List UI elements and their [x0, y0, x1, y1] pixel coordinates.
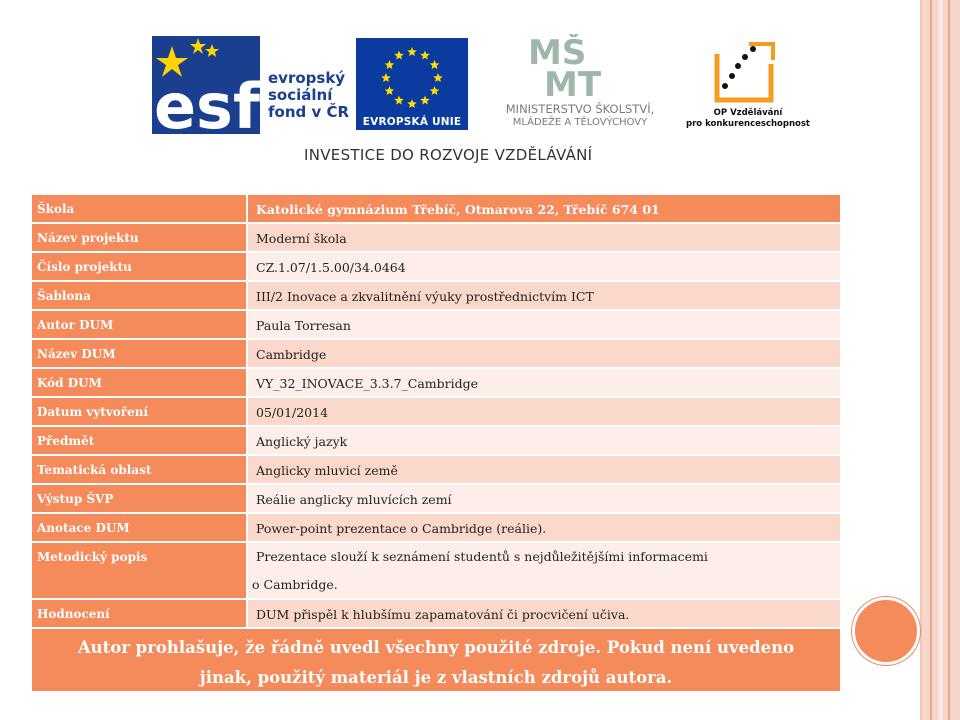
svg-text:esf: esf: [154, 70, 260, 134]
table-row: [32, 369, 840, 398]
row-value: Power-point prezentace o Cambridge (reálie).: [248, 514, 840, 541]
decorative-circle: [852, 597, 920, 665]
op-text: OP Vzdělávání pro konkurenceschopnost: [686, 108, 810, 129]
svg-text:MŠ: MŠ: [528, 34, 587, 73]
investment-slogan: INVESTICE DO ROZVOJE VZDĚLÁVÁNÍ: [304, 146, 593, 164]
row-label: Škola: [32, 195, 248, 222]
row-value: Katolické gymnázium Třebíč, Otmarova 22, Třebíč 674 01: [248, 195, 840, 222]
row-label: Hodnocení: [32, 600, 248, 627]
op-logo: [705, 40, 785, 106]
table-row: [32, 427, 840, 456]
row-value: CZ.1.07/1.5.00/34.0464: [248, 253, 840, 280]
row-label: Název DUM: [32, 340, 248, 367]
table-row: [32, 543, 840, 600]
row-value: Cambridge: [248, 340, 840, 367]
table-row: [32, 456, 840, 485]
author-declaration: [32, 629, 840, 691]
row-value: 05/01/2014: [248, 398, 840, 425]
row-label: Tematická oblast: [32, 456, 248, 483]
row-value: Anglicky mluvicí země: [248, 456, 840, 483]
msmt-line-1: MINISTERSTVO ŠKOLSTVÍ,: [505, 102, 655, 116]
table-row: [32, 340, 840, 369]
row-value: VY_32_INOVACE_3.3.7_Cambridge: [248, 369, 840, 396]
row-value: [248, 543, 840, 598]
row-label: Číslo projektu: [32, 253, 248, 280]
row-label: Datum vytvoření: [32, 398, 248, 425]
table-row: [32, 398, 840, 427]
table-row: [32, 600, 840, 629]
row-label: Kód DUM: [32, 369, 248, 396]
msmt-line-2: MLÁDEŽE A TĚLOVÝCHOVY: [512, 117, 648, 128]
eu-label: EVROPSKÁ UNIE: [362, 116, 462, 128]
row-value: III/2 Inovace a zkvalitnění výuky prostřednictvím ICT: [248, 282, 840, 309]
project-info-table: [32, 195, 840, 691]
row-value: Moderní škola: [248, 224, 840, 251]
row-value: Anglický jazyk: [248, 427, 840, 454]
row-label: Anotace DUM: [32, 514, 248, 541]
row-value: Reálie anglicky mluvících zemí: [248, 485, 840, 512]
declaration-line: jinak, použitý materiál je z vlastních zdrojů autora.: [199, 668, 673, 687]
row-label: Předmět: [32, 427, 248, 454]
table-row: [32, 253, 840, 282]
svg-text:MT: MT: [544, 65, 602, 105]
row-value: DUM přispěl k hlubšímu zapamatování či procvičení učiva.: [248, 600, 840, 627]
row-value-line: Prezentace slouží k seznámení studentů s nejdůležitějšími informacemi: [256, 549, 708, 564]
row-label: Metodický popis: [32, 543, 248, 598]
esf-text: evropský sociální fond v ČR: [268, 69, 350, 121]
table-row: [32, 282, 840, 311]
table-row: [32, 224, 840, 253]
table-row: [32, 195, 840, 224]
row-value-line: o Cambridge.: [252, 577, 338, 592]
row-label: Název projektu: [32, 224, 248, 251]
edge-decoration: [922, 0, 960, 720]
table-row: [32, 485, 840, 514]
table-row: [32, 311, 840, 340]
declaration-line: Autor prohlašuje, že řádně uvedl všechny použité zdroje. Pokud není uvedeno: [77, 638, 795, 657]
row-label: Šablona: [32, 282, 248, 309]
row-value: Paula Torresan: [248, 311, 840, 338]
row-label: Výstup ŠVP: [32, 485, 248, 512]
table-row: [32, 514, 840, 543]
row-label: Autor DUM: [32, 311, 248, 338]
